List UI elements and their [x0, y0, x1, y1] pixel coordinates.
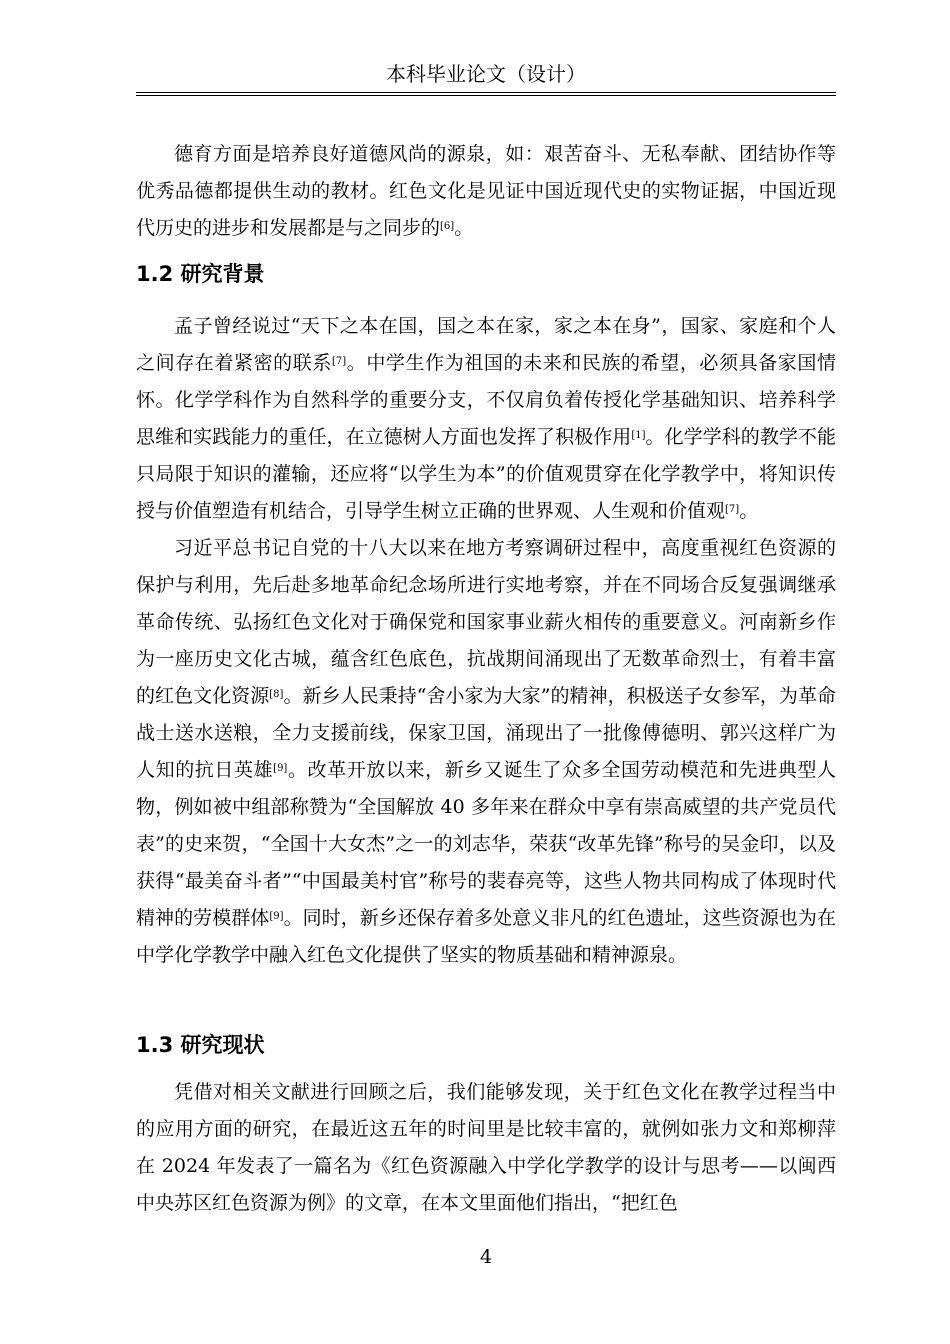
citation: [6] [440, 221, 455, 232]
paragraph-text: 德育方面是培养良好道德风尚的源泉，如：艰苦奋斗、无私奉献、团结协作等优秀品德都提供生动的教材。红色文化是见证中国近现代史的实物证据，中国近现代历史的进步和发展都是与之同步的 [136, 143, 836, 239]
citation: [8] [269, 689, 284, 700]
section-heading-1-2: 1.2 研究背景 [136, 262, 265, 286]
paragraph-text: 凭借对相关文献进行回顾之后，我们能够发现，关于红色文化在教学过程当中的应用方面的研究，在最近这五年的时间里是比较丰富的，就例如张力文和郑柳萍在 2024 年发表了一篇名为《红色资源融入中学化学教学的设计与思考——以闽西中央苏区红色资源为例》的文章，在本文里面他们指出，“把红色 [136, 1081, 836, 1214]
paragraph-text: 。化学学科的教学不能只局限于知识的灌输，还应将“以学生为本”的价值观贯穿在化学教学中，将知识传授与价值塑造有机结合，引导学生树立正确的世界观、人生观和价值观 [136, 426, 836, 522]
citation: [1] [631, 430, 646, 441]
paragraph-moral-education [136, 136, 836, 247]
citation: [7] [331, 356, 347, 367]
header-rule [136, 92, 836, 96]
paragraph-text: 。同时，新乡还保存着多处意义非凡的红色遗址，这些资源也为在中学化学教学中融入红色文化提供了坚实的物质基础和精神源泉。 [136, 907, 836, 966]
paragraph-text: 孟子曾经说过“天下之本在国，国之本在家，家之本在身”，国家、家庭和个人之间存在着紧密的联系 [136, 315, 836, 374]
paragraph-text: 。 [739, 500, 759, 522]
citation: [9] [273, 763, 288, 774]
paragraph-text: 习近平总书记自党的十八大以来在地方考察调研过程中，高度重视红色资源的保护与利用，先后赴多地革命纪念场所进行实地考察，并在不同场合反复强调继承革命传统、弘扬红色文化对于确保党和国家事业薪火相传的重要意义。河南新乡作为一座历史文化古城，蕴含红色底色，抗战期间涌现出了无数革命烈士，有着丰富的红色文化资源 [136, 537, 836, 707]
paragraph-background-2 [136, 530, 836, 974]
running-header: 本科毕业论文（设计） [386, 62, 586, 86]
paragraph-research-status [136, 1074, 836, 1222]
page-number: 4 [479, 1246, 493, 1268]
paragraph-text: 。改革开放以来，新乡又诞生了众多全国劳动模范和先进典型人物，例如被中组部称赞为“全国解放 40 多年来在群众中享有崇高威望的共产党员代表”的史来贺，“全国十大女杰”之一的刘志华，荣获“改革先锋”称号的吴金印，以及获得“最美奋斗者”“中国最美村官”称号的裴春亮等，这些人物共同构成了体现时代精神的劳模群体 [136, 759, 836, 929]
section-heading-1-3: 1.3 研究现状 [136, 1033, 265, 1057]
citation: [7] [725, 504, 740, 515]
citation: [9] [269, 911, 284, 922]
paragraph-background-1 [136, 308, 836, 530]
paragraph-text: 。新乡人民秉持“舍小家为大家”的精神，积极送子女参军，为革命战士送水送粮，全力支援前线，保家卫国，涌现出了一批像傅德明、郭兴这样广为人知的抗日英雄 [136, 685, 836, 781]
paragraph-text: 。 [454, 217, 474, 239]
paragraph-text: 。中学生作为祖国的未来和民族的希望，必须具备家国情怀。化学学科作为自然科学的重要分支，不仅肩负着传授化学基础知识、培养科学思维和实践能力的重任，在立德树人方面也发挥了积极作用 [136, 352, 836, 448]
